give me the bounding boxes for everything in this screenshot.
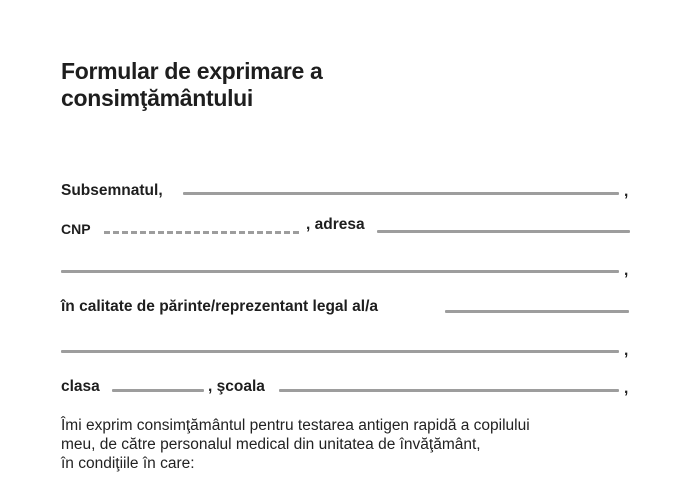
adresa-label: , adresa bbox=[306, 216, 365, 233]
consent-line-1: Îmi exprim consimţământul pentru testarea antigen rapidă a copilului bbox=[61, 417, 530, 434]
name-field-line[interactable] bbox=[183, 192, 619, 195]
subsemnatul-label: Subsemnatul, bbox=[61, 182, 163, 199]
address-continuation-line[interactable] bbox=[61, 270, 619, 273]
child-name-field-line[interactable] bbox=[445, 310, 629, 313]
child-name-continuation-line[interactable] bbox=[61, 350, 619, 353]
form-title-line-1: Formular de exprimare a bbox=[61, 58, 323, 84]
form-title-line-2: consimţământului bbox=[61, 85, 254, 111]
class-field-line[interactable] bbox=[112, 389, 204, 392]
form-title bbox=[61, 58, 323, 112]
row5-comma: , bbox=[624, 342, 629, 359]
consent-line-3: în condiţiile în care: bbox=[61, 455, 195, 472]
school-field-line[interactable] bbox=[279, 389, 619, 392]
row6-comma: , bbox=[624, 380, 629, 397]
address-field-line[interactable] bbox=[377, 230, 630, 233]
row3-comma: , bbox=[624, 262, 629, 279]
guardian-label: în calitate de părinte/reprezentant legal al/a bbox=[61, 298, 378, 315]
row1-comma: , bbox=[624, 183, 629, 200]
cnp-field-line[interactable] bbox=[104, 231, 299, 234]
scoala-label: , şcoala bbox=[208, 378, 265, 395]
clasa-label: clasa bbox=[61, 378, 100, 395]
consent-line-2: meu, de către personalul medical din unitatea de învăţământ, bbox=[61, 436, 481, 453]
cnp-label: CNP bbox=[61, 221, 91, 237]
consent-paragraph bbox=[61, 416, 661, 473]
